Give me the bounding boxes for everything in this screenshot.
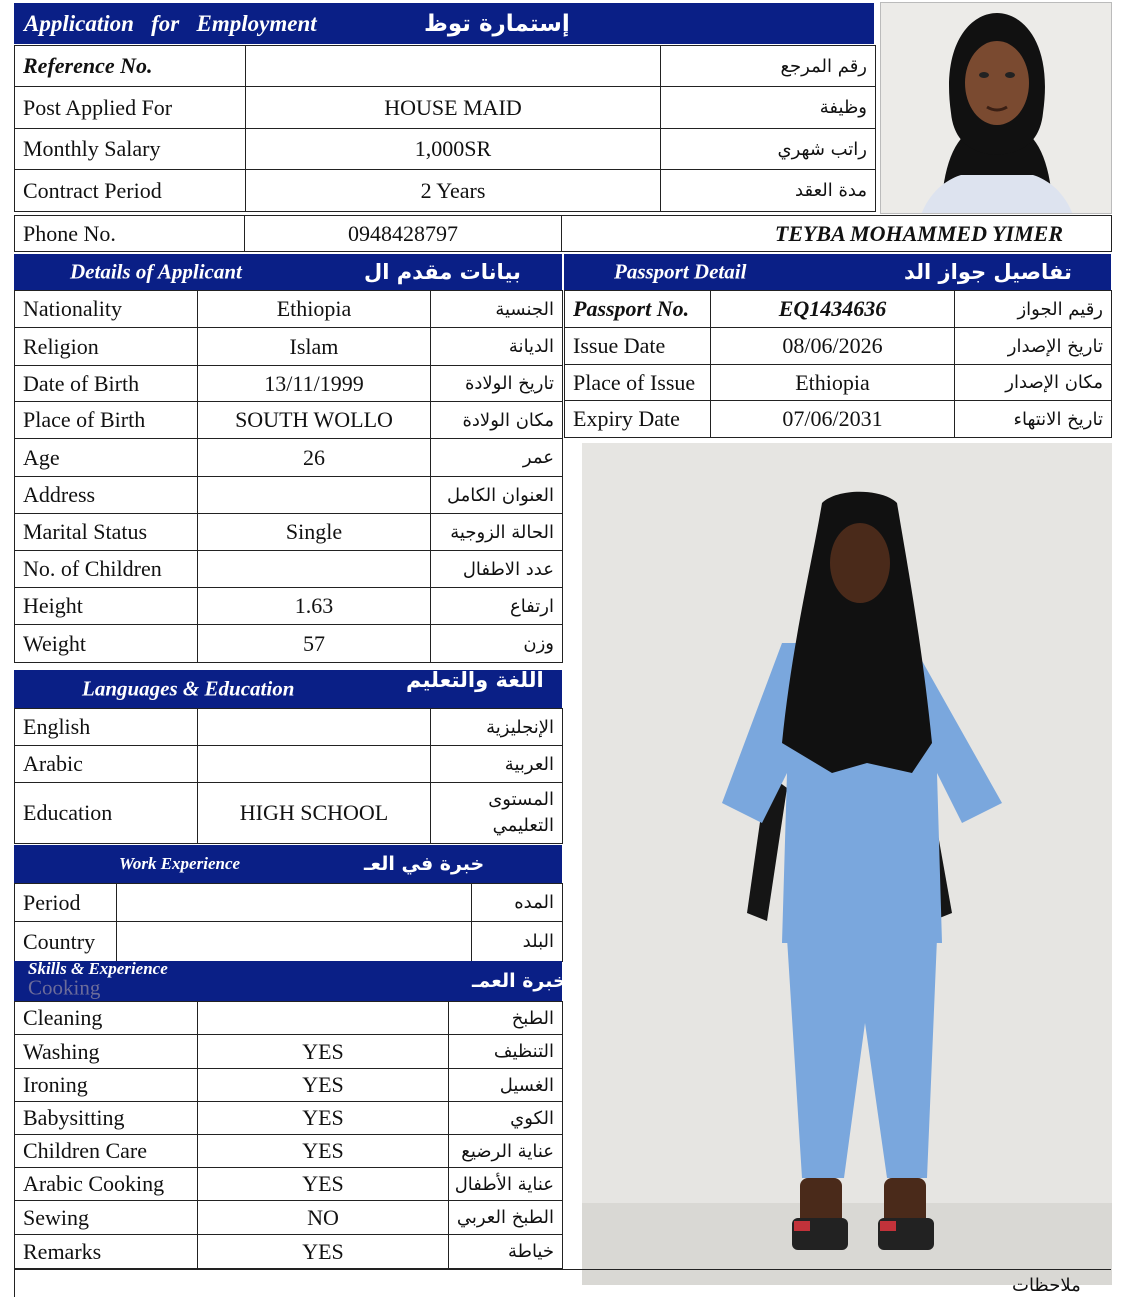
religion-value: Islam bbox=[198, 328, 431, 366]
skill-value: YES bbox=[198, 1035, 449, 1069]
skill-value: YES bbox=[198, 1168, 449, 1201]
weight-value: 57 bbox=[198, 625, 431, 663]
table-row bbox=[565, 328, 1112, 365]
post-value: HOUSE MAID bbox=[246, 87, 661, 129]
skill-label-ar: عناية الأطفال bbox=[449, 1168, 563, 1201]
skills-table bbox=[14, 1001, 563, 1269]
salary-label: Monthly Salary bbox=[15, 129, 246, 170]
phone-value: 0948428797 bbox=[245, 216, 562, 252]
skill-label: Ironing bbox=[15, 1069, 198, 1102]
address-value bbox=[198, 477, 431, 514]
expiry-date-value: 07/06/2031 bbox=[711, 401, 955, 438]
post-label-ar: وظيفة bbox=[661, 87, 876, 129]
table-row bbox=[15, 1002, 563, 1035]
table-row bbox=[15, 551, 563, 588]
nationality-value: Ethiopia bbox=[198, 291, 431, 328]
height-label-ar: ارتفاع bbox=[431, 588, 563, 625]
age-label: Age bbox=[15, 439, 198, 477]
period-label-ar: المده bbox=[472, 884, 563, 922]
skills-section-title-ar: خبرة العمـ bbox=[472, 970, 567, 992]
religion-label-ar: الديانة bbox=[431, 328, 563, 366]
contract-value: 2 Years bbox=[246, 170, 661, 212]
form-title-en: Application for Employment bbox=[24, 10, 317, 36]
work-section-title-ar: خبرة في العـ bbox=[364, 853, 485, 875]
nationality-label: Nationality bbox=[15, 291, 198, 328]
table-row bbox=[15, 625, 563, 663]
passport-section-title-ar: تفاصيل جواز الد bbox=[904, 260, 1072, 284]
skills-section-title-en: Skills & Experience bbox=[28, 959, 168, 978]
dob-value: 13/11/1999 bbox=[198, 366, 431, 402]
post-label: Post Applied For bbox=[15, 87, 246, 129]
expiry-date-label: Expiry Date bbox=[565, 401, 711, 438]
languages-table bbox=[14, 708, 563, 844]
reference-label: Reference No. bbox=[15, 46, 246, 87]
table-row bbox=[15, 1168, 563, 1201]
skill-value: YES bbox=[198, 1069, 449, 1102]
pob-label: Place of Birth bbox=[15, 402, 198, 439]
skill-label: Arabic Cooking bbox=[15, 1168, 198, 1201]
education-value: HIGH SCHOOL bbox=[198, 783, 431, 844]
table-row bbox=[15, 884, 563, 922]
table-row bbox=[565, 365, 1112, 401]
skills-overlap-label: Cooking bbox=[28, 975, 101, 1000]
skill-value: YES bbox=[198, 1102, 449, 1135]
english-label: English bbox=[15, 709, 198, 746]
full-body-photo bbox=[582, 443, 1112, 1285]
table-row bbox=[15, 1069, 563, 1102]
passport-no-label-ar: رقيم الجواز bbox=[955, 291, 1112, 328]
skill-label-ar: التنظيف bbox=[449, 1035, 563, 1069]
applicant-section-title-en: Details of Applicant bbox=[70, 259, 242, 284]
skill-label-ar: خياطة bbox=[449, 1235, 563, 1269]
skill-label-ar: الكوي bbox=[449, 1102, 563, 1135]
applicant-name: TEYBA MOHAMMED YIMER bbox=[562, 216, 1112, 252]
height-value: 1.63 bbox=[198, 588, 431, 625]
skill-label: Cleaning bbox=[15, 1002, 198, 1035]
pob-value: SOUTH WOLLO bbox=[198, 402, 431, 439]
work-table bbox=[14, 883, 563, 962]
issue-date-label: Issue Date bbox=[565, 328, 711, 365]
skill-value: NO bbox=[198, 1201, 449, 1235]
remarks-area bbox=[14, 1269, 1111, 1297]
country-label: Country bbox=[15, 922, 117, 962]
table-row bbox=[15, 922, 563, 962]
skill-label: Remarks bbox=[15, 1235, 198, 1269]
table-row bbox=[15, 783, 563, 844]
english-label-ar: الإنجليزية bbox=[431, 709, 563, 746]
passport-section-title-en: Passport Detail bbox=[614, 259, 747, 284]
expiry-date-label-ar: تاريخ الانتهاء bbox=[955, 401, 1112, 438]
table-row bbox=[15, 477, 563, 514]
skill-label: Washing bbox=[15, 1035, 198, 1069]
table-row bbox=[15, 746, 563, 783]
salary-value: 1,000SR bbox=[246, 129, 661, 170]
children-label: No. of Children bbox=[15, 551, 198, 588]
arabic-value bbox=[198, 746, 431, 783]
languages-section-header bbox=[14, 670, 562, 708]
weight-label: Weight bbox=[15, 625, 198, 663]
table-row bbox=[15, 129, 876, 170]
languages-section-title-en: Languages & Education bbox=[82, 676, 295, 701]
arabic-label-ar: العربية bbox=[431, 746, 563, 783]
children-value bbox=[198, 551, 431, 588]
table-row bbox=[565, 291, 1112, 328]
country-value bbox=[117, 922, 472, 962]
passport-no-value: EQ1434636 bbox=[711, 291, 955, 328]
skill-label-ar: الغسيل bbox=[449, 1069, 563, 1102]
work-section-title-en: Work Experience bbox=[119, 854, 241, 873]
period-value bbox=[117, 884, 472, 922]
table-row bbox=[15, 87, 876, 129]
nationality-label-ar: الجنسية bbox=[431, 291, 563, 328]
headshot-photo bbox=[880, 2, 1112, 214]
address-label-ar: العنوان الكامل bbox=[431, 477, 563, 514]
skill-value: YES bbox=[198, 1235, 449, 1269]
form-title-bar bbox=[14, 3, 874, 44]
passport-details-table bbox=[564, 290, 1112, 438]
person-portrait-icon bbox=[881, 3, 1112, 214]
table-row bbox=[15, 402, 563, 439]
skill-label: Children Care bbox=[15, 1135, 198, 1168]
age-value: 26 bbox=[198, 439, 431, 477]
table-row bbox=[15, 1135, 563, 1168]
table-row bbox=[15, 366, 563, 402]
children-label-ar: عدد الاطفال bbox=[431, 551, 563, 588]
contract-label-ar: مدة العقد bbox=[661, 170, 876, 212]
table-row bbox=[15, 709, 563, 746]
place-of-issue-value: Ethiopia bbox=[711, 365, 955, 401]
table-row bbox=[15, 170, 876, 212]
salary-label-ar: راتب شهري bbox=[661, 129, 876, 170]
education-label-ar: المستوى التعليمي bbox=[431, 783, 563, 844]
skill-value bbox=[198, 1002, 449, 1035]
age-label-ar: عمر bbox=[431, 439, 563, 477]
period-label: Period bbox=[15, 884, 117, 922]
skills-section-header bbox=[14, 959, 567, 1001]
table-row bbox=[15, 216, 1112, 252]
table-row bbox=[15, 291, 563, 328]
skill-value: YES bbox=[198, 1135, 449, 1168]
education-label: Education bbox=[15, 783, 198, 844]
reference-value bbox=[246, 46, 661, 87]
skill-label: Sewing bbox=[15, 1201, 198, 1235]
skill-label-ar: الطبخ bbox=[449, 1002, 563, 1035]
issue-date-value: 08/06/2026 bbox=[711, 328, 955, 365]
applicant-details-table bbox=[14, 290, 563, 663]
arabic-label: Arabic bbox=[15, 746, 198, 783]
english-value bbox=[198, 709, 431, 746]
person-full-body-icon bbox=[582, 443, 1112, 1285]
reference-label-ar: رقم المرجع bbox=[661, 46, 876, 87]
table-row bbox=[15, 1201, 563, 1235]
table-row bbox=[15, 514, 563, 551]
address-label: Address bbox=[15, 477, 198, 514]
weight-label-ar: وزن bbox=[431, 625, 563, 663]
contract-label: Contract Period bbox=[15, 170, 246, 212]
country-label-ar: البلد bbox=[472, 922, 563, 962]
dob-label-ar: تاريخ الولادة bbox=[431, 366, 563, 402]
table-row bbox=[15, 1235, 563, 1269]
languages-section-title-ar: اللغة والتعليم bbox=[406, 668, 544, 692]
marital-label-ar: الحالة الزوجية bbox=[431, 514, 563, 551]
pob-label-ar: مكان الولادة bbox=[431, 402, 563, 439]
applicant-section-title-ar: بيانات مقدم ال bbox=[364, 260, 521, 284]
skill-label-ar: الطبخ العربي bbox=[449, 1201, 563, 1235]
phone-label: Phone No. bbox=[15, 216, 245, 252]
table-row bbox=[15, 1035, 563, 1069]
table-row bbox=[565, 401, 1112, 438]
phone-row-table bbox=[14, 215, 1112, 252]
dob-label: Date of Birth bbox=[15, 366, 198, 402]
table-row bbox=[15, 439, 563, 477]
remarks-label-ar: ملاحظات bbox=[1012, 1275, 1081, 1296]
marital-label: Marital Status bbox=[15, 514, 198, 551]
place-of-issue-label-ar: مكان الإصدار bbox=[955, 365, 1112, 401]
skill-label: Babysitting bbox=[15, 1102, 198, 1135]
skill-label-ar: عناية الرضيع bbox=[449, 1135, 563, 1168]
passport-no-label: Passport No. bbox=[565, 291, 711, 328]
passport-section-header bbox=[564, 254, 1111, 290]
issue-date-label-ar: تاريخ الإصدار bbox=[955, 328, 1112, 365]
height-label: Height bbox=[15, 588, 198, 625]
applicant-section-header bbox=[14, 254, 562, 290]
top-info-table bbox=[14, 45, 876, 212]
form-title-ar: إستمارة توظ bbox=[424, 10, 570, 37]
place-of-issue-label: Place of Issue bbox=[565, 365, 711, 401]
work-section-header bbox=[14, 845, 562, 883]
table-row bbox=[15, 46, 876, 87]
table-row bbox=[15, 328, 563, 366]
religion-label: Religion bbox=[15, 328, 198, 366]
table-row bbox=[15, 588, 563, 625]
marital-value: Single bbox=[198, 514, 431, 551]
table-row bbox=[15, 1102, 563, 1135]
